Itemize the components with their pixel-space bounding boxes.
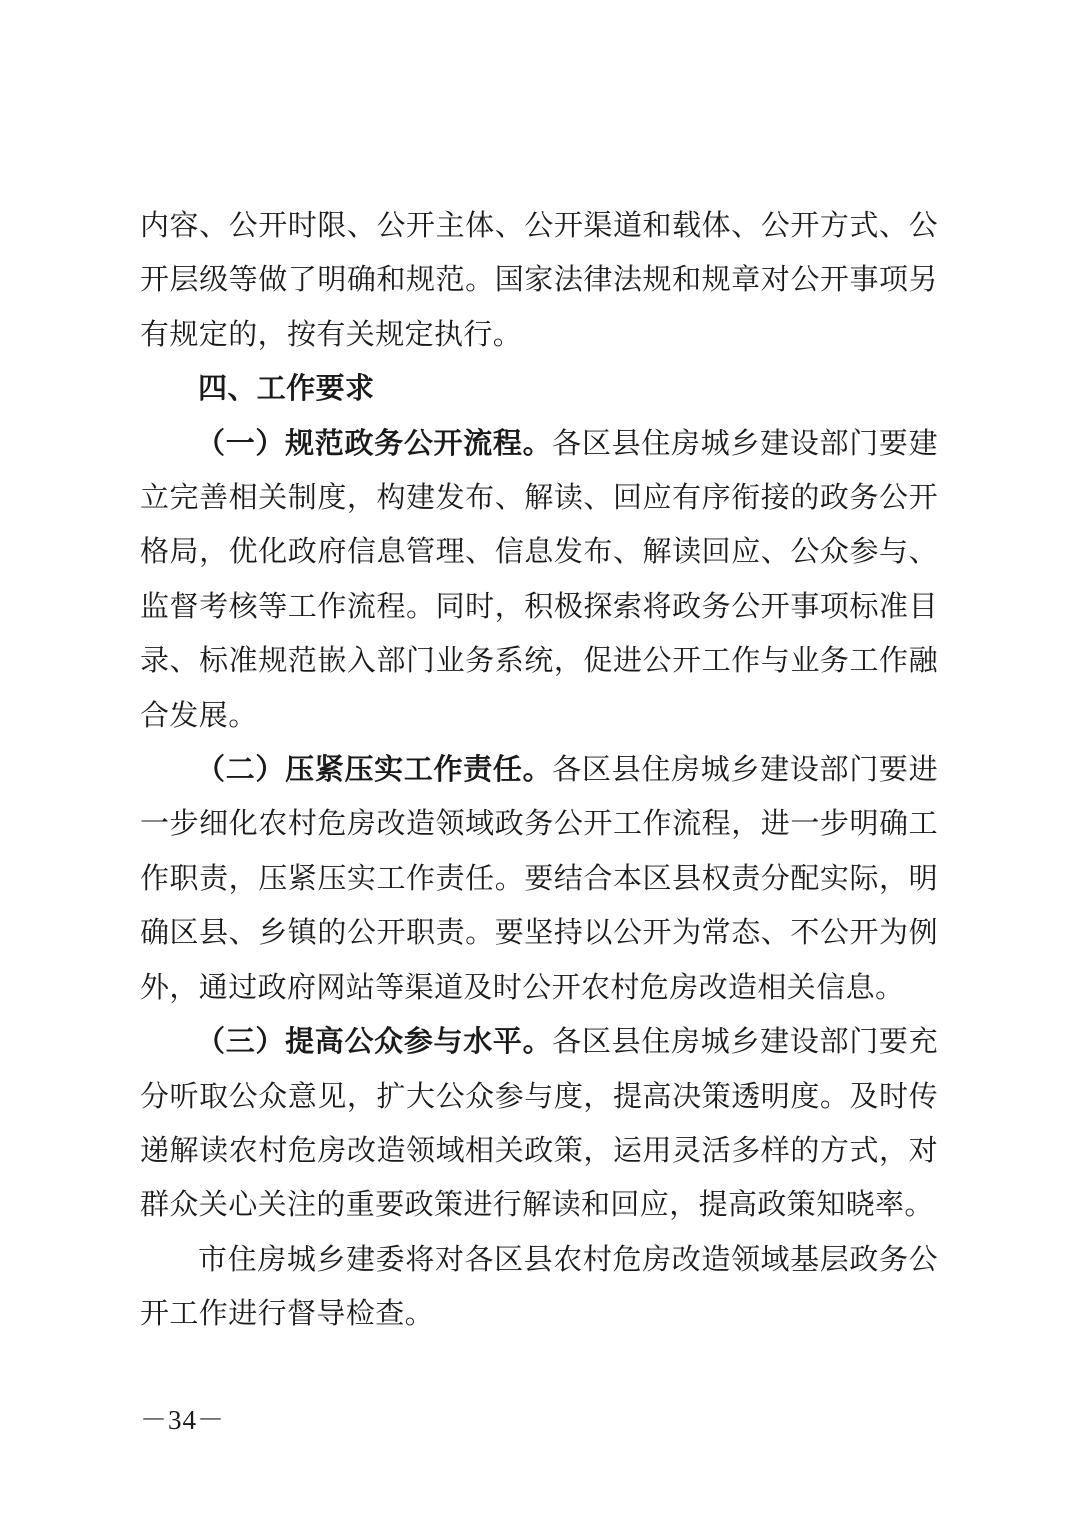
document-body bbox=[140, 198, 938, 1341]
requirement-item-2 bbox=[140, 742, 938, 1014]
requirement-item-1 bbox=[140, 416, 938, 742]
requirement-item-2-title: （二）压紧压实工作责任。 bbox=[196, 752, 553, 787]
closing-paragraph: 市住房城乡建委将对各区县农村危房改造领域基层政务公开工作进行督导检查。 bbox=[140, 1241, 938, 1331]
requirement-item-3 bbox=[140, 1014, 938, 1232]
page-number: －34－ bbox=[140, 1405, 225, 1435]
requirement-item-1-body: 各区县住房城乡建设部门要建立完善相关制度，构建发布、解读、回应有序衔接的政务公开格局，优化政府信息管理、信息发布、解读回应、公众参与、监督考核等工作流程。同时，积极探索将政务公开事项标准目录、标准规范嵌入部门业务系统，促进公开工作与业务工作融合发展。 bbox=[140, 425, 938, 732]
requirement-item-3-title: （三）提高公众参与水平。 bbox=[196, 1024, 553, 1059]
requirement-item-1-title: （一）规范政务公开流程。 bbox=[196, 425, 553, 460]
intro-paragraph: 内容、公开时限、公开主体、公开渠道和载体、公开方式、公开层级等做了明确和规范。国家法律法规和规章对公开事项另有规定的，按有关规定执行。 bbox=[140, 208, 938, 351]
section-heading: 四、工作要求 bbox=[198, 371, 375, 406]
requirement-item-2-body: 各区县住房城乡建设部门要进一步细化农村危房改造领域政务公开工作流程，进一步明确工作职责，压紧压实工作责任。要结合本区县权责分配实际，明确区县、乡镇的公开职责。要坚持以公开为常态、不公开为例外，通过政府网站等渠道及时公开农村危房改造相关信息。 bbox=[140, 752, 938, 1004]
requirement-item-3-body: 各区县住房城乡建设部门要充分听取公众意见，扩大公众参与度，提高决策透明度。及时传递解读农村危房改造领域相关政策，运用灵活多样的方式，对群众关心关注的重要政策进行解读和回应，提高政策知晓率。 bbox=[140, 1024, 938, 1222]
